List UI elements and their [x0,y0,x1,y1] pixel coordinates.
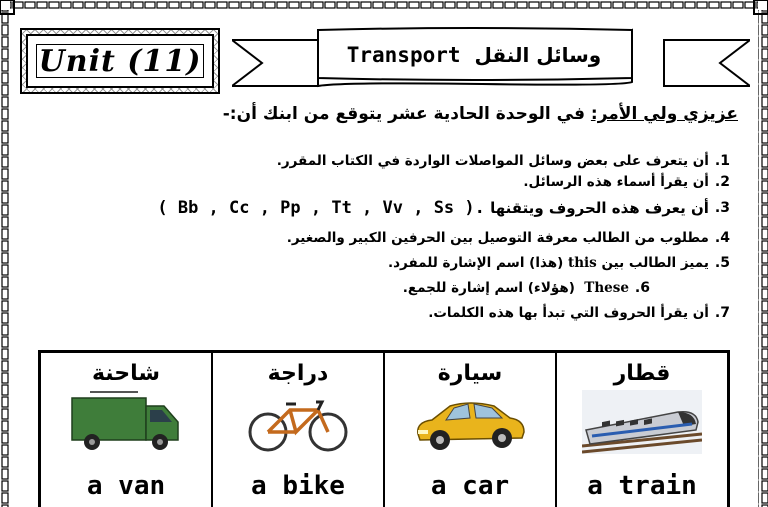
arabic-word: قطار [613,361,671,386]
van-icon [66,390,186,454]
intro-rest: في الوحدة الحادية عشر يتوقع من ابنك أن:- [222,104,585,124]
vehicles-table [38,350,730,507]
objective-item: 4. مطلوب من الطالب معرفة التوصيل بين الحرفين الكبير والصغير. [286,229,730,246]
objectives-list [157,148,730,325]
letters-list: ( Bb , Cc , Pp , Tt , Vv , Ss ). [157,198,485,218]
objective-item: 5. يميز الطالب بين this (هذا) اسم الإشارة للمفرد. [388,254,730,271]
vehicle-cell-car [383,353,555,507]
train-icon [582,390,702,454]
parent-intro [223,104,738,124]
vehicle-cell-train [555,353,727,507]
title-arabic: وسائل النقل [474,43,602,67]
english-word: a bike [251,471,345,501]
vehicle-cell-van [41,353,211,507]
title-english: Transport [346,43,461,67]
objective-item: 6. These (هؤلاء) اسم إشارة للجمع. [402,279,650,296]
arabic-word: سيارة [437,361,503,386]
arabic-word: شاحنة [91,361,161,386]
intro-lead: عزيزي ولي الأمر: [590,104,738,124]
objective-item: 3. أن يعرف هذه الحروف ويتقنها ( Bb , Cc , Pp , Tt , Vv , Ss ). [157,198,730,218]
arabic-word: دراجة [267,361,329,386]
english-word: a van [86,471,166,501]
english-word: a car [430,471,510,501]
objective-item: 7. أن يقرأ الحروف التي تبدأ بها هذه الكلمات. [428,304,730,321]
objective-item: 2. أن يقرأ أسماء هذه الرسائل. [523,174,730,190]
word-these: These [584,279,629,296]
unit-label: Unit (11) [38,43,202,79]
car-icon [410,390,530,454]
word-this: this [568,254,597,271]
english-word: a train [587,471,697,501]
vehicle-cell-bike [211,353,383,507]
objective-item: 1. أن يتعرف على بعض وسائل المواصلات الواردة في الكتاب المقرر. [276,152,730,169]
bike-icon [238,390,358,454]
unit-badge [26,34,214,88]
banner-title [318,30,630,80]
